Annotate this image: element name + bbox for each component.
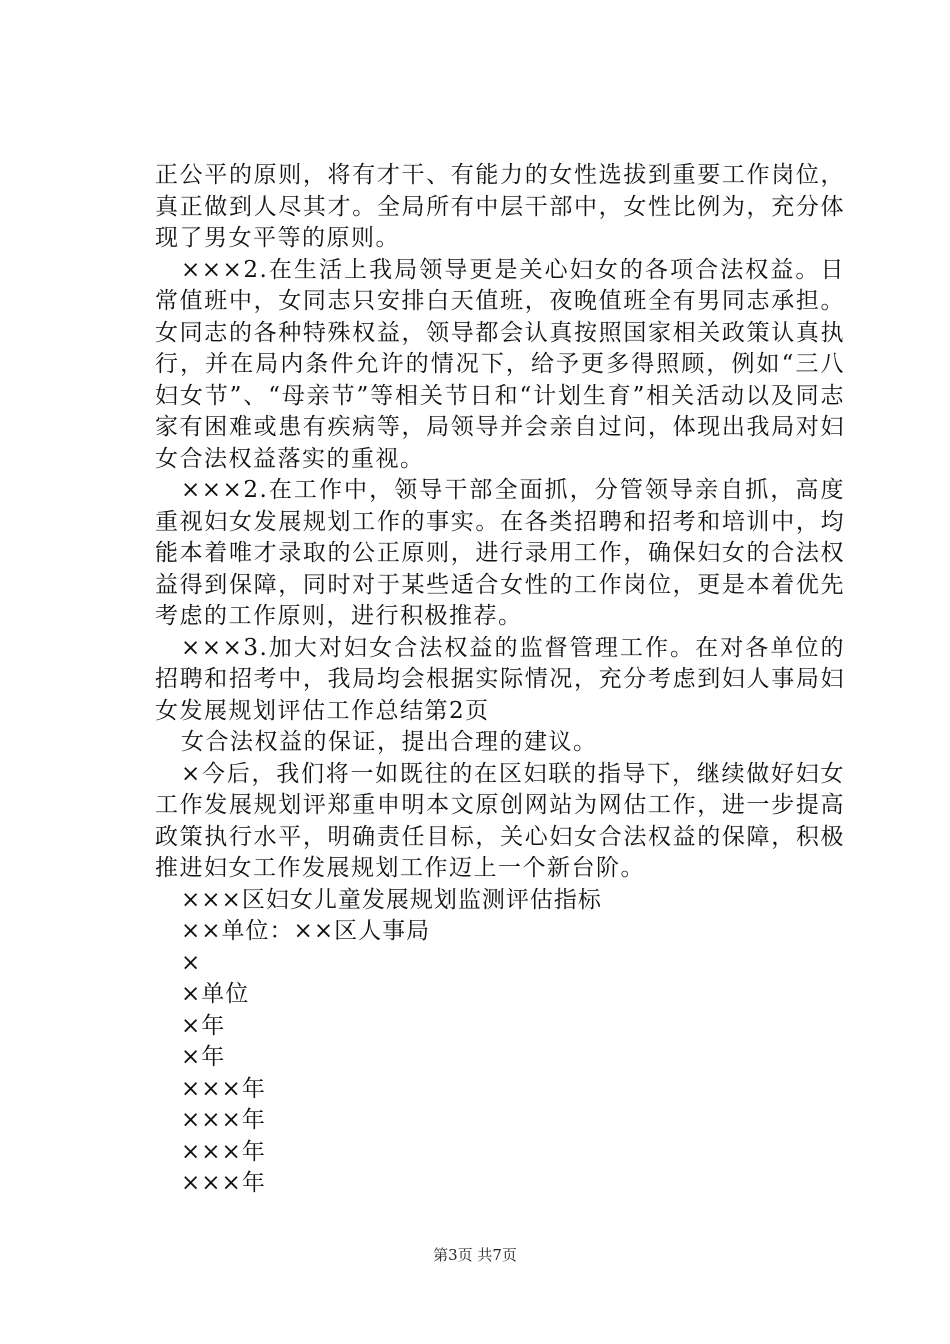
list-line: ×××年	[181, 1170, 266, 1196]
unit-line: ××单位：××区人事局	[181, 918, 431, 944]
paragraph-supervision: ×××3.加大对妇女合法权益的监督管理工作。在对各单位的招聘和招考中，我局均会根据实际情况，充分考虑到妇人事局妇女发展规划评估工作总结第2页	[155, 634, 845, 724]
indicator-title: ×××区妇女儿童发展规划监测评估指标	[181, 886, 602, 913]
list-line: ×××年	[181, 1075, 266, 1102]
paragraph-future: ×今后，我们将一如既往的在区妇联的指导下，继续做好妇女工作发展规划评郑重申明本文原创网站为网估工作，进一步提高政策执行水平，明确责任目标，关心妇女合法权益的保障，积极推进妇女工作发展规划工作迈上一个新台阶。	[155, 760, 845, 881]
page-footer: 第3页 共7页	[433, 1246, 517, 1264]
paragraph-rights-guarantee: 女合法权益的保证，提出合理的建议。	[181, 729, 598, 755]
document-body	[155, 160, 845, 1200]
paragraph-work: ×××2.在工作中，领导干部全面抓，分管领导亲自抓，高度重视妇女发展规划工作的事实。在各类招聘和招考和培训中，均能本着唯才录取的公正原则，进行录用工作，确保妇女的合法权益得到保障，同时对于某些适合女性的工作岗位，更是本着优先考虑的工作原则，进行积极推荐。	[155, 477, 845, 629]
paragraph-life-care: ×××2.在生活上我局领导更是关心妇女的各项合法权益。日常值班中，女同志只安排白天值班，夜晚值班全有男同志承担。女同志的各种特殊权益，领导都会认真按照国家相关政策认真执行，并在局内条件允许的情况下，给予更多得照顾，例如“三八妇女节”、“母亲节”等相关节日和“计划生育”相关活动以及同志家有困难或患有疾病等，局领导并会亲自过问，体现出我局对妇女合法权益落实的重视。	[155, 256, 845, 472]
paragraph-continued: 正公平的原则，将有才干、有能力的女性选拔到重要工作岗位，真正做到人尽其才。全局所有中层干部中，女性比例为，充分体现了男女平等的原则。	[155, 162, 845, 251]
list-line: ×××年	[181, 1107, 266, 1133]
list-line: ×年	[181, 1044, 226, 1070]
list-line: ×单位	[181, 981, 250, 1007]
list-line: ×××年	[181, 1138, 266, 1165]
list-line: ×	[181, 949, 202, 976]
list-line: ×年	[181, 1012, 226, 1039]
